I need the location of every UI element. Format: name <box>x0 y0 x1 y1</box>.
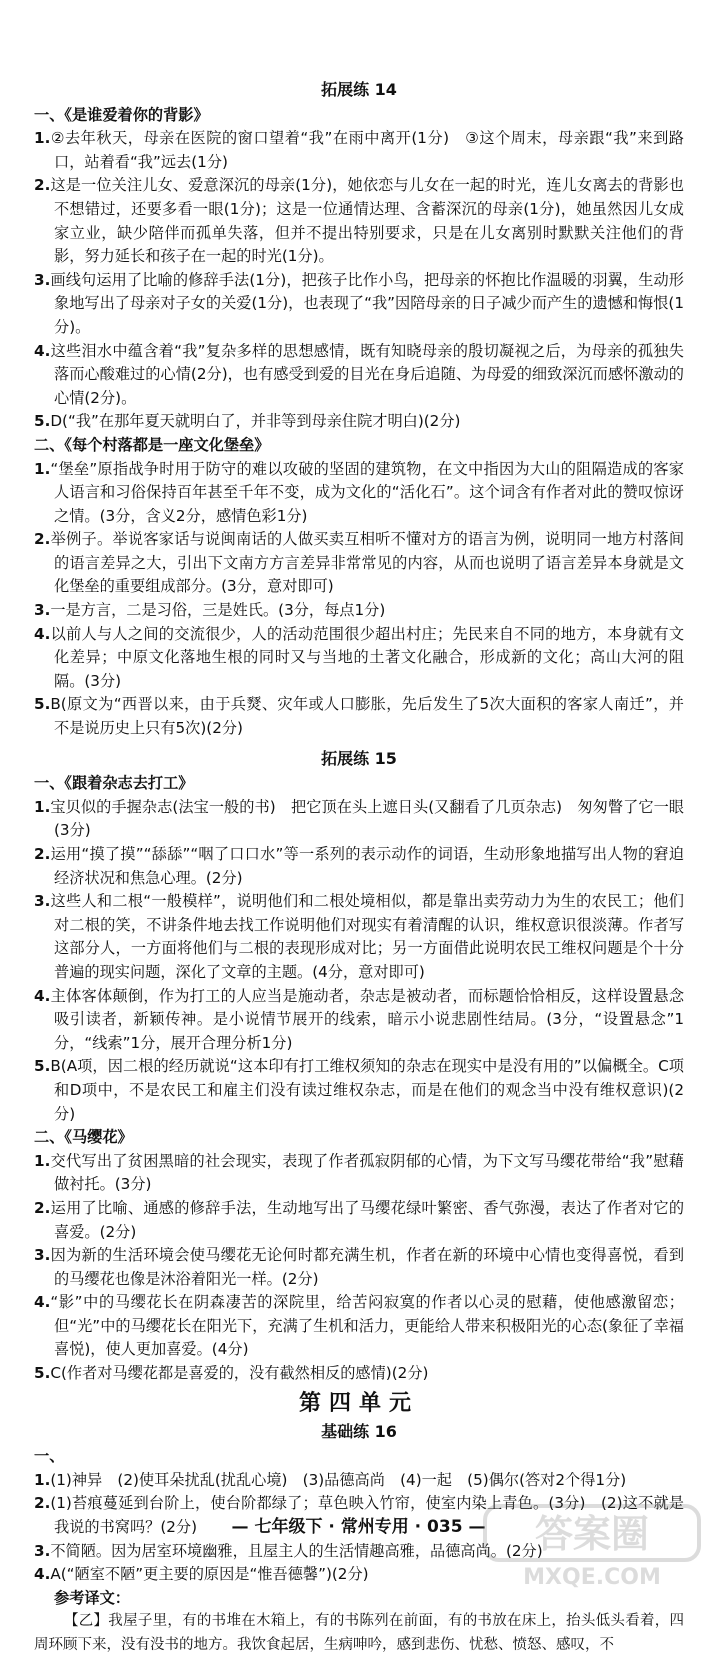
answer-list-15b <box>34 1150 684 1386</box>
answer-item: 4.这些泪水中蕴含着“我”复杂多样的思想感情，既有知晓母亲的殷切凝视之后，为母亲的孤独失落而心酸难过的心情(2分)，也有感受到爱的目光在身后追随、为母爱的细致深沉而感怀激动的心情(2分)。 <box>34 341 684 407</box>
subsection-heading: 一、《跟着杂志去打工》 <box>34 774 194 793</box>
unit-heading: 第四单元 <box>298 1390 419 1416</box>
answer-item: 1.“堡垒”原指战争时用于防守的难以攻破的坚固的建筑物，在文中指因为大山的阻隔造成的客家人语言和习俗保持百年甚至千年不变，成为文化的“活化石”。这个词含有作者对此的赞叹惊讶之情。(3分，含义2分，感情色彩1分) <box>34 459 684 525</box>
page-footer: — 七年级下 · 常州专用 · 035 — <box>231 1517 486 1537</box>
answer-item: 1.(1)神异 (2)使耳朵扰乱(扰乱心境) (3)品德高尚 (4)一起 (5)偶尔(答对2个得1分) <box>34 1470 627 1489</box>
answer-item: 5.C(作者对马缨花都是喜爱的，没有截然相反的感情)(2分) <box>34 1364 429 1383</box>
subsection-heading: 一、《是谁爱着你的背影》 <box>34 105 209 124</box>
answer-item: 3.这些人和二根“一般模样”，说明他们和二根处境相似，都是靠出卖劳动力为生的农民工；他们对二根的笑，不讲条件地去找工作说明他们对现实有着清醒的认识，维权意识很淡薄。作者写这部分人，一方面将他们与二根的表现形成对比；另一方面借此说明农民工维权问题是个十分普遍的现实问题，深化了文章的主题。(4分，意对即可) <box>34 892 684 981</box>
answer-item: 4.A(“陋室不陋”更主要的原因是“惟吾德馨”)(2分) <box>34 1565 369 1584</box>
answer-item: 4.以前人与人之间的交流很少，人的活动范围很少超出村庄；先民来自不同的地方，本身就有文化差异；中原文化落地生根的同时又与当地的土著文化融合，形成新的文化；高山大河的阻隔。(3分) <box>34 624 684 690</box>
subsection-heading: 二、《马缨花》 <box>34 1128 133 1147</box>
answer-item: 1.交代写出了贫困黑暗的社会现实，表现了作者孤寂阴郁的心情，为下文写马缨花带给“我”慰藉做衬托。(3分) <box>34 1151 684 1194</box>
answer-item: 5.B(原文为“西晋以来，由于兵燹、灾年或人口膨胀，先后发生了5次大面积的客家人南迁”，并不是说历史上只有5次)(2分) <box>34 695 684 738</box>
answer-list-14a <box>34 127 684 434</box>
answer-item: 3.一是方言，二是习俗，三是姓氏。(3分，每点1分) <box>34 601 386 620</box>
answer-item: 5.D(“我”在那年夏天就明白了，并非等到母亲住院才明白)(2分) <box>34 412 461 431</box>
answer-item: 2.运用“摸了摸”“舔舔”“咽了口口水”等一系列的表示动作的词语，生动形象地描写出人物的窘迫经济状况和焦急心理。(2分) <box>34 845 684 887</box>
watermark-url: MXQE.COM <box>523 1565 661 1590</box>
subsection-heading: 二、《每个村落都是一座文化堡垒》 <box>34 435 270 454</box>
section-title-14: 拓展练 14 <box>321 80 397 99</box>
watermark-logo <box>477 1502 707 1590</box>
answer-item: 4.主体客体颠倒，作为打工的人应当是施动者，杂志是被动者，而标题恰恰相反，这样设置悬念吸引读者，新颖传神。是小说情节展开的线索，暗示小说悲剧性结局。(3分，“设置悬念”1分，“线索”1分，展开合理分析1分) <box>34 986 684 1052</box>
answer-item: 2.(1)苔痕蔓延到台阶上，使台阶都绿了；草色映入竹帘，使室内染上青色。(3分) (2)这不就是我说的书窝吗？(2分) <box>34 1494 684 1537</box>
answer-list-15a <box>34 796 684 1126</box>
answer-item: 1.宝贝似的手握杂志(法宝一般的书) 把它顶在头上遮日头(又翻看了几页杂志) 匆匆瞥了它一眼(3分) <box>34 797 684 840</box>
answer-list-14b <box>34 458 684 741</box>
answer-item: 2.这是一位关注儿女、爱意深沉的母亲(1分)，她依恋与儿女在一起的时光，连儿女离去的背影也不想错过，还要多看一眼(1分)；这是一位通情达理、含蓄深沉的母亲(1分)，她虽然因儿女成家立业，缺少陪伴而孤单失落，但并不提出特别要求，只是在儿女离别时默默关注他们的背影，努力延长和孩子在一起的时光(1分)。 <box>34 176 684 266</box>
section-title-16: 基础练 16 <box>321 1421 397 1441</box>
reference-translation-text: 【乙】我屋子里，有的书堆在木箱上，有的书陈列在前面，有的书放在床上，抬头低头看着，四周环顾下来，没有没书的地方。我饮食起居，生病呻吟，感到悲伤、忧愁、愤怒、感叹，不 <box>34 1613 684 1653</box>
reference-translation-label: 参考译文： <box>54 1588 130 1607</box>
answer-item: 3.因为新的生活环境会使马缨花无论何时都充满生机，作者在新的环境中心情也变得喜悦，看到的马缨花也像是沐浴着阳光一样。(2分) <box>34 1246 684 1288</box>
answer-item: 3.画线句运用了比喻的修辞手法(1分)，把孩子比作小鸟，把母亲的怀抱比作温暖的羽翼，生动形象地写出了母亲对子女的关爱(1分)，也表现了“我”因陪母亲的日子减少而产生的遗憾和悔恨(1分)。 <box>34 270 684 336</box>
answer-item: 3.不简陋。因为居室环境幽雅，且屋主人的生活情趣高雅，品德高尚。(2分) <box>34 1541 543 1560</box>
answer-page <box>34 78 684 1658</box>
answer-item: 2.运用了比喻、通感的修辞手法，生动地写出了马缨花绿叶繁密、香气弥漫，表达了作者对它的喜爱。(2分) <box>34 1198 684 1241</box>
subsection-heading: 一、 <box>34 1447 65 1466</box>
answer-item: 4.“影”中的马缨花长在阴森凄苦的深院里，给苦闷寂寞的作者以心灵的慰藉，使他感激留恋；但“光”中的马缨花长在阳光下，充满了生机和活力，更能给人带来积极阳光的心态(象征了幸福喜悦)，使人更加喜爱。(4分) <box>34 1293 684 1359</box>
answer-item: 5.B(A项，因二根的经历就说“这本印有打工维权须知的杂志在现实中是没有用的”以偏概全。C项和D项中，不是农民工和雇主们没有读过维权杂志，而是在他们的观念当中没有维权意识)(2分) <box>34 1057 684 1123</box>
section-title-15: 拓展练 15 <box>321 748 397 768</box>
watermark-title: 答案圈 <box>534 1512 650 1556</box>
answer-item: 2.举例子。举说客家话与说闽南话的人做买卖互相听不懂对方的语言为例，说明同一地方村落间的语言差异之大，引出下文南方方言差异非常常见的内容，从而也说明了语言差异本身就是文化堡垒的重要组成部分。(3分，意对即可) <box>34 530 684 596</box>
answer-item: 1.②去年秋天，母亲在医院的窗口望着“我”在雨中离开(1分) ③这个周末，母亲跟“我”来到路口，站着看“我”远去(1分) <box>34 129 684 171</box>
